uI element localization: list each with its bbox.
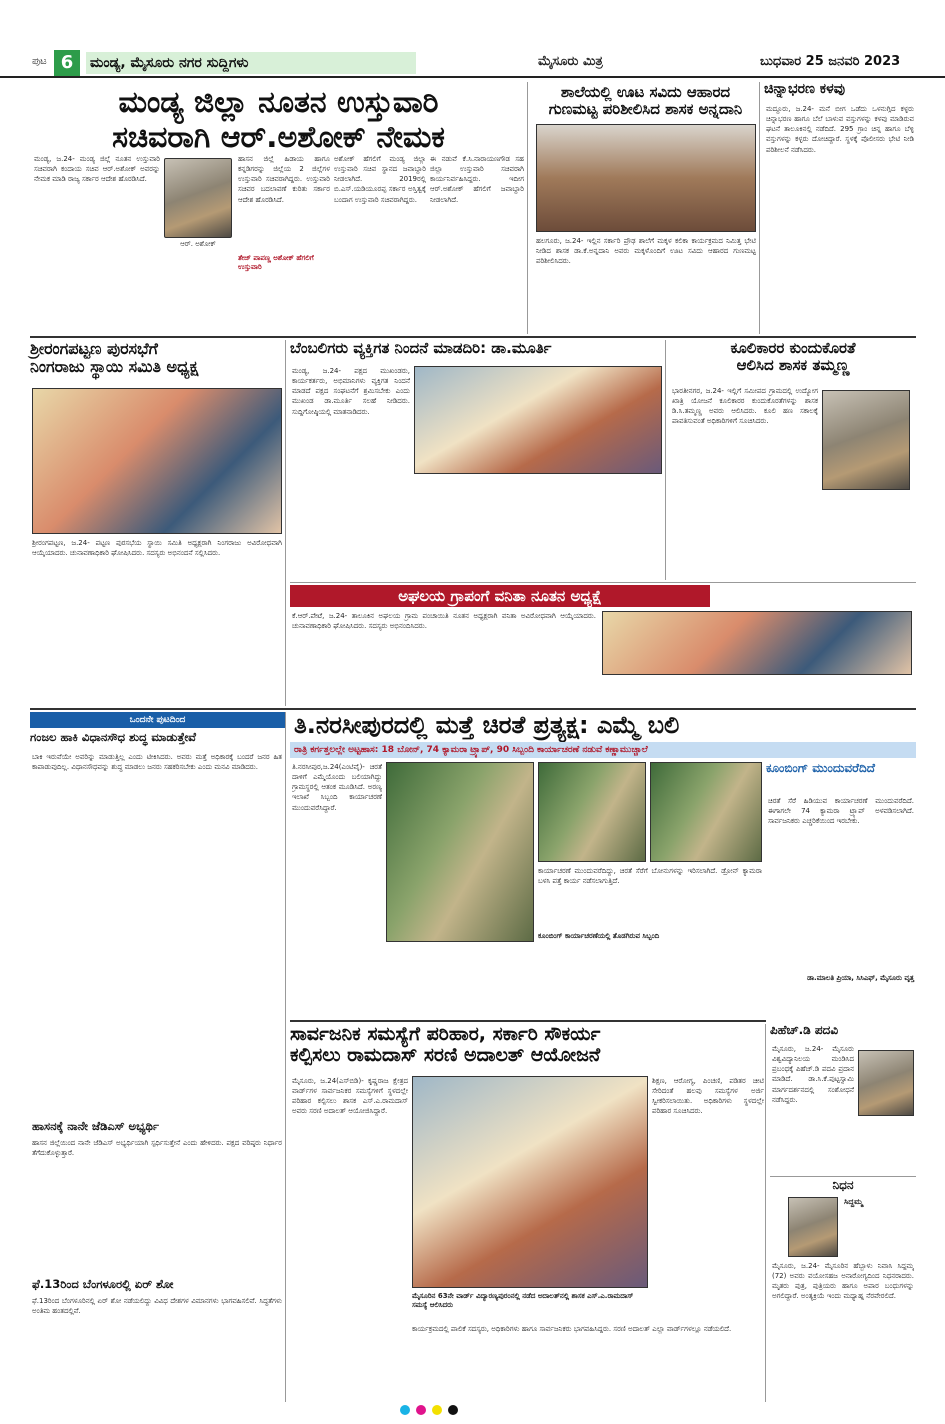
headline: ಗಂಜಲ ಹಾಕಿ ವಿಧಾನಸೌಧ ಶುದ್ಧ ಮಾಡುತ್ತೇವೆ — [30, 730, 197, 744]
headline-line1: ಮಂಡ್ಯ ಜಿಲ್ಲಾ ನೂತನ ಉಸ್ತುವಾರಿ — [118, 85, 439, 120]
article-phd — [770, 1024, 916, 1172]
leopard-photo-1 — [386, 762, 534, 942]
article-combing — [766, 762, 916, 1018]
print-registration-marks — [400, 1405, 550, 1417]
headline: ಅಘಲಯ ಗ್ರಾಪಂಗೆ ವನಿತಾ ನೂತನ ಅಧ್ಯಕ್ಷೆ — [290, 585, 710, 607]
article-obituary — [770, 1176, 916, 1402]
headline: ಬೆಂಬಲಿಗರು ವ್ಯಕ್ತಿಗತ ನಿಂದನೆ ಮಾಡದಿರಿ: ಡಾ.ಮೂರ್ತಿ — [290, 339, 552, 357]
subhead-2-body: ಫೆ.13ರಿಂದ ಬೆಂಗಳೂರಿನಲ್ಲಿ ಏರ್ ಶೋ ನಡೆಯಲಿದ್ದು ವಿವಿಧ ದೇಶಗಳ ವಿಮಾನಗಳು ಭಾಗವಹಿಸಲಿವೆ. ಸಿದ್ಧತೆಗಳು ಅಂತಿಮ ಹಂತದಲ್ಲಿವೆ. — [32, 1297, 282, 1316]
subhead-1-body: ಹಾಸನ ಜಿಲ್ಲೆಯಿಂದ ನಾನೇ ಜೆಡಿಎಸ್ ಅಭ್ಯರ್ಥಿಯಾಗಿ ಸ್ಪರ್ಧಿಸುತ್ತೇನೆ ಎಂದು ಹೇಳಿದರು. ಪಕ್ಷದ ವರಿಷ್ಠರು ನಿರ್ಧಾರ ತೆಗೆದುಕೊಳ್ಳುತ್ತಾರೆ. — [32, 1139, 282, 1158]
article-thammanna — [670, 340, 916, 580]
article-lead: ಮಂಡ್ಯ, ಜ.24- ಮಂಡ್ಯ ಜಿಲ್ಲೆ ನೂತನ ಉಸ್ತುವಾರಿ ಸಚಿವರಾಗಿ ಕಂದಾಯ ಸಚಿವ ಆರ್.ಅಶೋಕ್ ಅವರನ್ನು ನೇಮಕ ಮಾಡಿ ರಾಜ್ಯ ಸರ್ಕಾರ ಆದೇಶ ಹೊರಡಿಸಿದೆ. — [34, 155, 160, 184]
article-school-meal — [532, 82, 760, 334]
headline-line2: ಗುಣಮಟ್ಟ ಪರಿಶೀಲಿಸಿದ ಶಾಸಕ ಅನ್ನದಾನಿ — [548, 99, 743, 118]
article-body: ಹಲಗೂರು, ಜ.24- ಇಲ್ಲಿನ ಸರ್ಕಾರಿ ಪ್ರೌಢ ಶಾಲೆಗೆ ಮಕ್ಕಳ ಕಲಿಕಾ ಕಾರ್ಯಕ್ರಮದ ನಿಮಿತ್ತ ಭೇಟಿ ನೀಡಿದ ಶಾಸಕ ಡಾ.ಕೆ.ಅನ್ನದಾನಿ ಅವರು ಮಕ್ಕಳೊಂದಿಗೆ ಊಟ ಸವಿದು ಆಹಾರದ ಗುಣಮಟ್ಟ ಪರಿಶೀಲಿಸಿದರು. — [536, 237, 756, 266]
article-col4: ಈ ನಡುವೆ ಕೆ.ಸಿ.ನಾರಾಯಣಗೌಡ ಸಹ ಜಿಲ್ಲಾ ಉಸ್ತುವಾರಿ ಸಚಿವರಾಗಿ ಕಾರ್ಯನಿರ್ವಹಿಸಿದ್ದರು. ಇದೀಗ ಆರ್.ಅಶೋಕ್ ಹೆಗಲಿಗೆ ಜವಾಬ್ದಾರಿ ನೀಡಲಾಗಿದೆ. — [430, 155, 524, 204]
magenta-mark — [416, 1405, 426, 1415]
article-col4: ಕಾರ್ಯಕ್ರಮದಲ್ಲಿ ಪಾಲಿಕೆ ಸದಸ್ಯರು, ಅಧಿಕಾರಿಗಳು ಹಾಗೂ ಸಾರ್ವಜನಿಕರು ಭಾಗವಹಿಸಿದ್ದರು. ಸರಣಿ ಅದಾಲತ್ ಎಲ್ಲಾ ವಾರ್ಡ್‌ಗಳಲ್ಲೂ ನಡೆಯಲಿದೆ. — [412, 1325, 732, 1333]
cyan-mark — [400, 1405, 410, 1415]
vanitha-photo — [602, 611, 912, 675]
headline-line1: ಶ್ರೀರಂಗಪಟ್ಟಣ ಪುರಸಭೆಗೆ — [30, 339, 158, 358]
article-body-2: ಕಾರ್ಯಾಚರಣೆ ಮುಂದುವರೆದಿದ್ದು, ಚಿರತೆ ಸೆರೆಗೆ ಬೋನುಗಳನ್ನು ಇರಿಸಲಾಗಿದೆ. ಡ್ರೋನ್ ಕ್ಯಾಮರಾ ಬಳಸಿ ಪತ್ತೆ ಕಾರ್ಯ ನಡೆಸಲಾಗುತ್ತಿದೆ. — [538, 867, 762, 886]
rule — [290, 1020, 766, 1022]
thammanna-photo — [822, 390, 910, 490]
issue-date: ಬುಧವಾರ 25 ಜನವರಿ 2023 — [760, 54, 901, 69]
article-col3: ಶಿಕ್ಷಣ, ಆರೋಗ್ಯ, ಪಿಂಚಣಿ, ಪಡಿತರ ಚೀಟಿ ಸೇರಿದಂತೆ ಹಲವು ಸಮಸ್ಯೆಗಳ ಅರ್ಜಿ ಸ್ವೀಕರಿಸಲಾಯಿತು. ಅಧಿಕಾರಿಗಳು ಸ್ಥಳದಲ್ಲೇ ಪರಿಹಾರ ಸೂಚಿಸಿದರು. — [652, 1077, 764, 1116]
article-body: ಮಂಡ್ಯ, ಜ.24- ಪಕ್ಷದ ಮುಖಂಡರು, ಕಾರ್ಯಕರ್ತರು, ಅಭಿಮಾನಿಗಳು ವ್ಯಕ್ತಿಗತ ನಿಂದನೆ ಮಾಡದೆ ಪಕ್ಷದ ಸಂಘಟನೆಗೆ ಶ್ರಮಿಸಬೇಕು ಎಂದು ಮುಖಂಡ ಡಾ.ಮೂರ್ತಿ ಸಲಹೆ ನೀಡಿದರು. ಸುದ್ದಿಗೋಷ್ಠಿಯಲ್ಲಿ ಮಾತನಾಡಿದರು. — [292, 367, 410, 416]
photo-caption: ಮೈಸೂರಿನ 63ನೇ ವಾರ್ಡ್ ವಿದ್ಯಾರಣ್ಯಪುರಂನಲ್ಲಿ ನಡೆದ ಅದಾಲತ್‌ನಲ್ಲಿ ಶಾಸಕ ಎಸ್.ಎ.ರಾಮದಾಸ್ ಸಮಸ್ಯೆ ಆಲಿಸಿದರು — [412, 1292, 634, 1310]
group-photo — [32, 388, 282, 534]
subhead-1: ಹಾಸನಕ್ಕೆ ನಾನೇ ಜೆಡಿಎಸ್ ಅಭ್ಯರ್ಥಿ — [32, 1119, 159, 1133]
article-col3: ಅಶೋಕ್ ಹೆಗಲಿಗೆ ಮಂಡ್ಯ ಜಿಲ್ಲಾ ಉಸ್ತುವಾರಿ ಸಚಿವ ಸ್ಥಾನದ ಜವಾಬ್ದಾರಿ ನೀಡಲಾಗಿದೆ. 2019ರಲ್ಲಿ ಬಿ.ಎಸ್.ಯಡಿಯೂರಪ್ಪ ಸರ್ಕಾರ ಅಸ್ತಿತ್ವಕ್ಕೆ ಬಂದಾಗ ಉಸ್ತುವಾರಿ ಸಚಿವರಾಗಿದ್ದರು. — [334, 155, 426, 204]
yellow-mark — [432, 1405, 442, 1415]
article-srirangapatna — [30, 340, 286, 706]
article-body: ಬಾಕಿ ಇರುವೆಯೇ ಅವರಿನ್ನು ಮಾಡುತ್ತಿಲ್ಲ ಎಂದು ಟೀಕಿಸಿದರು. ಅವರು ಮತ್ತೆ ಅಧಿಕಾರಕ್ಕೆ ಬಂದರೆ ಜನರ ಹಿತ ಕಾಪಾಡುವುದಿಲ್ಲ. ವಿಧಾನಸೌಧವನ್ನು ಶುದ್ಧ ಮಾಡಲು ಜನರು ಸಹಕರಿಸಬೇಕು ಎಂದು ಮನವಿ ಮಾಡಿದರು. — [32, 753, 282, 772]
ashok-photo — [164, 158, 232, 238]
headline: ನಿಧನ — [832, 1178, 854, 1192]
page-label: ಪುಟ — [32, 56, 47, 67]
leopard-photo-3 — [650, 762, 762, 862]
headline: ಕೂಂಬಿಂಗ್ ಮುಂದುವರೆದಿದೆ — [766, 761, 875, 775]
kicker: ಒಂದನೇ ಪುಟದಿಂದ — [30, 712, 285, 728]
article-continued — [30, 712, 286, 1402]
school-photo — [536, 124, 756, 232]
article-ashok — [30, 82, 528, 334]
photo-caption: ಕೂಂಬಿಂಗ್ ಕಾರ್ಯಾಚರಣೆಯಲ್ಲಿ ತೊಡಗಿರುವ ಸಿಬ್ಬಂದಿ — [538, 932, 660, 940]
headline-line2: ಕಲ್ಪಿಸಲು ರಾಮದಾಸ್ ಸರಣಿ ಅದಾಲತ್ ಆಯೋಜನೆ — [290, 1043, 601, 1066]
page-header — [0, 46, 945, 78]
article-adalat — [290, 1024, 766, 1402]
obituary-name: ಸಿದ್ದಮ್ಮ — [844, 1197, 863, 1206]
section-title: ಮಂಡ್ಯ, ಮೈಸೂರು ನಗರ ಸುದ್ದಿಗಳು — [86, 52, 416, 74]
press-meet-photo — [414, 366, 662, 474]
article-body: ಭಾರತೀನಗರ, ಜ.24- ಇಲ್ಲಿಗೆ ಸಮೀಪದ ಗ್ರಾಮದಲ್ಲಿ ಉದ್ಯೋಗ ಖಾತ್ರಿ ಯೋಜನೆ ಕೂಲಿಕಾರರ ಕುಂದುಕೊರತೆಗಳನ್ನು ಶಾಸಕ ಡಿ.ಸಿ.ತಮ್ಮಣ್ಣ ಅವರು ಆಲಿಸಿದರು. ಕೂಲಿ ಹಣ ಸಕಾಲಕ್ಕೆ ಪಾವತಿಸುವಂತೆ ಅಧಿಕಾರಿಗಳಿಗೆ ಸೂಚಿಸಿದರು. — [672, 387, 818, 426]
rule — [30, 708, 916, 710]
article-body: ಶ್ರೀರಂಗಪಟ್ಟಣ, ಜ.24- ಪಟ್ಟಣ ಪುರಸಭೆಯ ಸ್ಥಾಯಿ ಸಮಿತಿ ಅಧ್ಯಕ್ಷರಾಗಿ ನಿಂಗರಾಜು ಅವಿರೋಧವಾಗಿ ಆಯ್ಕೆಯಾದರು. ಚುನಾವಣಾಧಿಕಾರಿ ಘೋಷಿಸಿದರು. ಸದಸ್ಯರು ಅಭಿನಂದನೆ ಸಲ್ಲಿಸಿದರು. — [32, 539, 282, 558]
article-subhead: ತೇಜ್ ಪಾಪಣ್ಣ ಅಶೋಕ್ ಹೆಗಲಿಗೆ ಉಸ್ತುವಾರಿ — [238, 254, 314, 271]
page-number: 6 — [54, 50, 80, 76]
article-theft — [764, 82, 916, 334]
headline-line1: ಕೂಲಿಕಾರರ ಕುಂದುಕೊರತೆ — [730, 339, 856, 357]
headline: ಪಿಹೆಚ್.ಡಿ ಪದವಿ — [770, 1023, 839, 1037]
article-body: ಮೈಸೂರು, ಜ.24(ಎಸ್‌ಬಿಡಿ)- ಕೃಷ್ಣರಾಜ ಕ್ಷೇತ್ರದ ವಾರ್ಡ್‌ಗಳ ಸಾರ್ವಜನಿಕರ ಸಮಸ್ಯೆಗಳಿಗೆ ಸ್ಥಳದಲ್ಲೇ ಪರಿಹಾರ ಕಲ್ಪಿಸಲು ಶಾಸಕ ಎಸ್.ಎ.ರಾಮದಾಸ್ ಅವರು ಸರಣಿ ಅದಾಲತ್ ಆಯೋಜಿಸಿದ್ದಾರೆ. — [292, 1077, 408, 1116]
sign: ಡಾ.ಮಾಲತಿ ಪ್ರಿಯಾ, ಸಿಸಿಎಫ್, ಮೈಸೂರು ವೃತ್ತ — [807, 974, 914, 982]
article-body: ಮೈಸೂರು, ಜ.24- ಮೈಸೂರಿನ ಹೆಬ್ಬಾಳು ನಿವಾಸಿ ಸಿದ್ದಮ್ಮ (72) ಅವರು ವಯೋಸಹಜ ಅನಾರೋಗ್ಯದಿಂದ ನಿಧನರಾದರು. ಮೃತರು ಪುತ್ರ, ಪುತ್ರಿಯರು ಹಾಗೂ ಅಪಾರ ಬಂಧುಗಳನ್ನು ಅಗಲಿದ್ದಾರೆ. ಅಂತ್ಯಕ್ರಿಯೆ ಇಂದು ಮಧ್ಯಾಹ್ನ ನೆರವೇರಲಿದೆ. — [772, 1262, 914, 1301]
adalat-photo — [412, 1076, 648, 1288]
headline-line1: ಶಾಲೆಯಲ್ಲಿ ಊಟ ಸವಿದು ಆಹಾರದ — [560, 83, 731, 101]
leopard-photo-2 — [538, 762, 646, 862]
ashok-caption: ಆರ್. ಅಶೋಕ್ — [180, 240, 216, 248]
headline-line1: ಸಾರ್ವಜನಿಕ ಸಮಸ್ಯೆಗೆ ಪರಿಹಾರ, ಸರ್ಕಾರಿ ಸೌಕರ್ಯ — [290, 1023, 601, 1045]
headline-line2: ಸಚಿವರಾಗಿ ಆರ್.ಅಶೋಕ್ ನೇಮಕ — [112, 120, 445, 155]
article-body: ಮದ್ದೂರು, ಜ.24- ಮನೆ ಬೀಗ ಒಡೆದು ಒಳನುಗ್ಗಿದ ಕಳ್ಳರು ಚಿನ್ನಾಭರಣ ಹಾಗೂ ಬೆಲೆ ಬಾಳುವ ವಸ್ತುಗಳನ್ನು ಕಳವು ಮಾಡಿರುವ ಘಟನೆ ತಾಲೂಕಿನಲ್ಲಿ ನಡೆದಿದೆ. 295 ಗ್ರಾಂ ಚಿನ್ನ ಹಾಗೂ ಬೆಳ್ಳಿ ವಸ್ತುಗಳನ್ನು ಕಳ್ಳರು ದೋಚಿದ್ದಾರೆ. ಸ್ಥಳಕ್ಕೆ ಪೊಲೀಸರು ಭೇಟಿ ನೀಡಿ ಪರಿಶೀಲನೆ ನಡೆಸಿದರು. — [766, 105, 914, 154]
article-body: ಮೈಸೂರು, ಜ.24- ಮೈಸೂರು ವಿಶ್ವವಿದ್ಯಾನಿಲಯ ಮಂಡಿಸಿದ ಪ್ರಬಂಧಕ್ಕೆ ಪಿಹೆಚ್.ಡಿ ಪದವಿ ಪ್ರದಾನ ಮಾಡಿದೆ. ಡಾ.ಸಿ.ಕೆ.ಪುಟ್ಟಸ್ವಾಮಿ ಮಾರ್ಗದರ್ಶನದಲ್ಲಿ ಸಂಶೋಧನೆ ನಡೆಸಿದ್ದರು. — [772, 1045, 854, 1104]
black-mark — [448, 1405, 458, 1415]
article-body: ಕೆ.ಆರ್.ಪೇಟೆ, ಜ.24- ತಾಲೂಕಿನ ಅಘಲಯ ಗ್ರಾಮ ಪಂಚಾಯಿತಿ ನೂತನ ಅಧ್ಯಕ್ಷರಾಗಿ ವನಿತಾ ಅವಿರೋಧವಾಗಿ ಆಯ್ಕೆಯಾದರು. ಚುನಾವಣಾಧಿಕಾರಿ ಘೋಷಿಸಿದರು. ಸದಸ್ಯರು ಅಭಿನಂದಿಸಿದರು. — [292, 612, 596, 631]
subtitle: ರಾತ್ರಿ ಕರ್ಗತ್ತಲಲ್ಲೇ ಅಟ್ಟಹಾಸ: 18 ಬೋನ್, 74 ಕ್ಯಾಮರಾ ಟ್ರ್ಯಾಪ್, 90 ಸಿಬ್ಬಂದಿ ಕಾರ್ಯಾಚರಣೆ ನಡುವೆ ಕಣ್ಣಾಮುಚ್ಚಾಲೆ — [290, 742, 916, 758]
article-vanitha — [290, 582, 916, 706]
obituary-photo — [788, 1197, 838, 1257]
headline-line2: ಆಲಿಸಿದ ಶಾಸಕ ತಮ್ಮಣ್ಣ — [736, 355, 850, 374]
headline-line2: ನಿಂಗರಾಜು ಸ್ಥಾಯಿ ಸಮಿತಿ ಅಧ್ಯಕ್ಷ — [30, 356, 199, 376]
article-col2: ಹಾಸನ ಜಿಲ್ಲೆ ಹಿಡಾಯ ಹಾಗೂ ಕನ್ನಡಿಗರನ್ನು ಜಿಲ್ಲೆಯ 2 ಜಿಲ್ಲೆಗಳ ಉಸ್ತುವಾರಿ ಸಚಿವರಾಗಿದ್ದರು. ಉಸ್ತುವಾರಿ ಸಚಿವರ ಬದಲಾವಣೆ ಕುರಿತು ಸರ್ಕಾರ ಆದೇಶ ಹೊರಡಿಸಿದೆ. — [238, 155, 330, 204]
headline: ತಿ.ನರಸೀಪುರದಲ್ಲಿ ಮತ್ತೆ ಚಿರತೆ ಪ್ರತ್ಯಕ್ಷ: ಎಮ್ಮೆ ಬಲಿ — [294, 711, 680, 739]
article-murthy — [290, 340, 666, 580]
article-body: ಚಿರತೆ ಸೆರೆ ಹಿಡಿಯುವ ಕಾರ್ಯಾಚರಣೆ ಮುಂದುವರೆದಿದೆ. ಈಗಾಗಲೇ 74 ಕ್ಯಾಮರಾ ಟ್ರ್ಯಾಪ್ ಅಳವಡಿಸಲಾಗಿದೆ. ಸಾರ್ವಜನಿಕರು ಎಚ್ಚರಿಕೆಯಿಂದ ಇರಬೇಕು. — [768, 797, 914, 826]
phd-photo — [858, 1050, 914, 1116]
article-body: ತಿ.ನರಸೀಪುರ,ಜ.24(ಎಂಟಿವೈ)- ಚಿರತೆ ದಾಳಿಗೆ ಎಮ್ಮೆಯೊಂದು ಬಲಿಯಾಗಿದ್ದು ಗ್ರಾಮಸ್ಥರಲ್ಲಿ ಆತಂಕ ಮೂಡಿಸಿದೆ. ಅರಣ್ಯ ಇಲಾಖೆ ಸಿಬ್ಬಂದಿ ಕಾರ್ಯಾಚರಣೆ ಮುಂದುವರೆಸಿದ್ದಾರೆ. — [292, 763, 382, 812]
headline: ಚಿನ್ನಾಭರಣ ಕಳವು — [764, 81, 846, 97]
subhead-2: ಫೆ.13ರಿಂದ ಬೆಂಗಳೂರಲ್ಲಿ ಏರ್ ಶೋ — [32, 1277, 174, 1291]
rule — [30, 336, 916, 338]
paper-name: ಮೈಸೂರು ಮಿತ್ರ — [538, 54, 603, 69]
